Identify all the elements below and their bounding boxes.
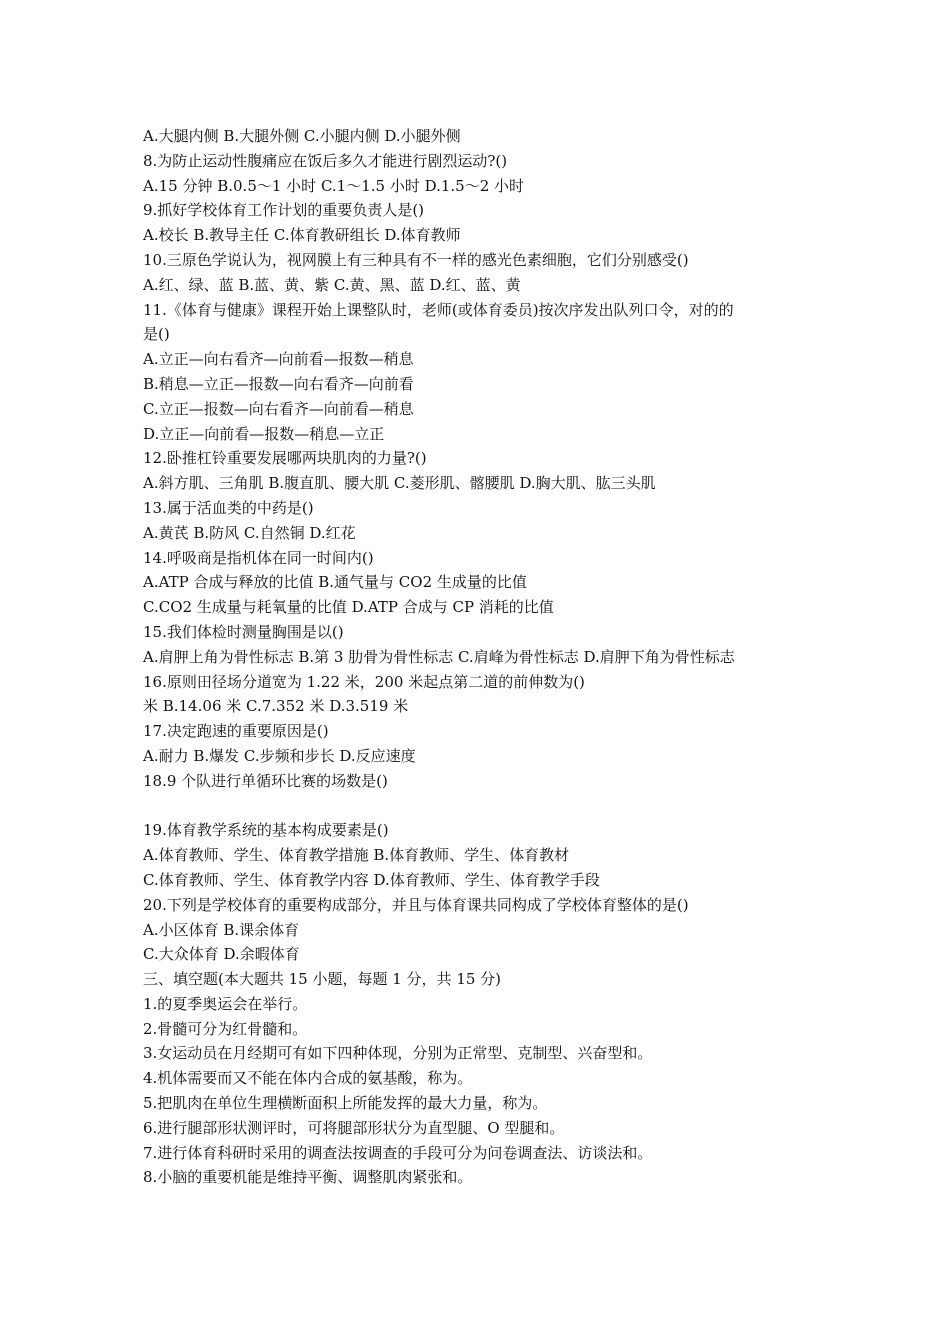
question-14-options-ab: A.ATP 合成与释放的比值 B.通气量与 CO2 生成量的比值 xyxy=(143,573,527,592)
question-20-options-ab: A.小区体育 B.课余体育 xyxy=(143,920,300,939)
document-text xyxy=(143,124,823,1190)
question-19-options-ab: A.体育教师、学生、体育教学措施 B.体育教师、学生、体育教材 xyxy=(143,846,570,865)
question-11-option-d: D.立正—向前看—报数—稍息—立正 xyxy=(143,424,385,443)
section-heading-fill-in: 三、填空题(本大题共 15 小题，每题 1 分，共 15 分) xyxy=(143,970,502,989)
fill-in-3: 3.女运动员在月经期可有如下四种体现，分别为正常型、克制型、兴奋型和。 xyxy=(143,1044,653,1063)
question-16: 16.原则田径场分道宽为 1.22 米，200 米起点第二道的前伸数为() xyxy=(143,672,585,691)
question-17-options: A.耐力 B.爆发 C.步频和步长 D.反应速度 xyxy=(143,746,416,765)
question-10-options: A.红、绿、蓝 B.蓝、黄、紫 C.黄、黑、蓝 D.红、蓝、黄 xyxy=(143,275,521,294)
fill-in-4: 4.机体需要而又不能在体内合成的氨基酸，称为。 xyxy=(143,1069,473,1088)
fill-in-7: 7.进行体育科研时采用的调查法按调查的手段可分为问卷调查法、访谈法和。 xyxy=(143,1143,653,1162)
question-11-continued: 是() xyxy=(143,325,170,344)
text-line: A.大腿内侧 B.大腿外侧 C.小腿内侧 D.小腿外侧 xyxy=(143,127,461,145)
question-14: 14.呼吸商是指机体在同一时间内() xyxy=(143,548,374,567)
question-13: 13.属于活血类的中药是() xyxy=(143,498,314,517)
question-17: 17.决定跑速的重要原因是() xyxy=(143,722,329,741)
question-11-option-a: A.立正—向右看齐—向前看—报数—稍息 xyxy=(143,350,414,369)
fill-in-6: 6.进行腿部形状测评时，可将腿部形状分为直型腿、O 型腿和。 xyxy=(143,1118,565,1137)
question-20: 20.下列是学校体育的重要构成部分，并且与体育课共同构成了学校体育整体的是() xyxy=(143,895,689,914)
fill-in-8: 8.小脑的重要机能是维持平衡、调整肌肉紧张和。 xyxy=(143,1168,473,1187)
fill-in-2: 2.骨髓可分为红骨髓和。 xyxy=(143,1019,308,1038)
fill-in-5: 5.把肌肉在单位生理横断面积上所能发挥的最大力量，称为。 xyxy=(143,1094,548,1113)
question-8-options: A.15 分钟 B.0.5～1 小时 C.1～1.5 小时 D.1.5～2 小时 xyxy=(143,176,525,195)
question-19-options-cd: C.体育教师、学生、体育教学内容 D.体育教师、学生、体育教学手段 xyxy=(143,870,600,889)
question-11-option-c: C.立正—报数—向右看齐—向前看—稍息 xyxy=(143,399,414,418)
blank-line xyxy=(143,794,823,819)
question-9: 9.抓好学校体育工作计划的重要负责人是() xyxy=(143,201,425,220)
question-20-options-cd: C.大众体育 D.余暇体育 xyxy=(143,945,300,964)
question-16-options: 米 B.14.06 米 C.7.352 米 D.3.519 米 xyxy=(143,697,409,716)
question-12-options: A.斜方肌、三角肌 B.腹直肌、腰大肌 C.菱形肌、髂腰肌 D.胸大肌、肱三头肌 xyxy=(143,474,656,493)
fill-in-1: 1.的夏季奥运会在举行。 xyxy=(143,994,308,1013)
question-11-option-b: B.稍息—立正—报数—向右看齐—向前看 xyxy=(143,374,414,393)
question-15-options: A.肩胛上角为骨性标志 B.第 3 肋骨为骨性标志 C.肩峰为骨性标志 D.肩胛下角为骨性标志 xyxy=(143,647,735,666)
question-15: 15.我们体检时测量胸围是以() xyxy=(143,622,344,641)
question-18: 18.9 个队进行单循环比赛的场数是() xyxy=(143,771,388,790)
question-12: 12.卧推杠铃重要发展哪两块肌肉的力量?() xyxy=(143,449,427,468)
question-9-options: A.校长 B.教导主任 C.体育教研组长 D.体育教师 xyxy=(143,226,461,245)
question-14-options-cd: C.CO2 生成量与耗氧量的比值 D.ATP 合成与 CP 消耗的比值 xyxy=(143,598,554,617)
question-8: 8.为防止运动性腹痛应在饭后多久才能进行剧烈运动?() xyxy=(143,151,508,170)
question-10: 10.三原色学说认为，视网膜上有三种具有不一样的感光色素细胞，它们分别感受() xyxy=(143,250,689,269)
question-13-options: A.黄芪 B.防风 C.自然铜 D.红花 xyxy=(143,523,356,542)
question-19: 19.体育教学系统的基本构成要素是() xyxy=(143,821,389,840)
question-11: 11.《体育与健康》课程开始上课整队时，老师(或体育委员)按次序发出队列口令，对的的 xyxy=(143,300,734,319)
